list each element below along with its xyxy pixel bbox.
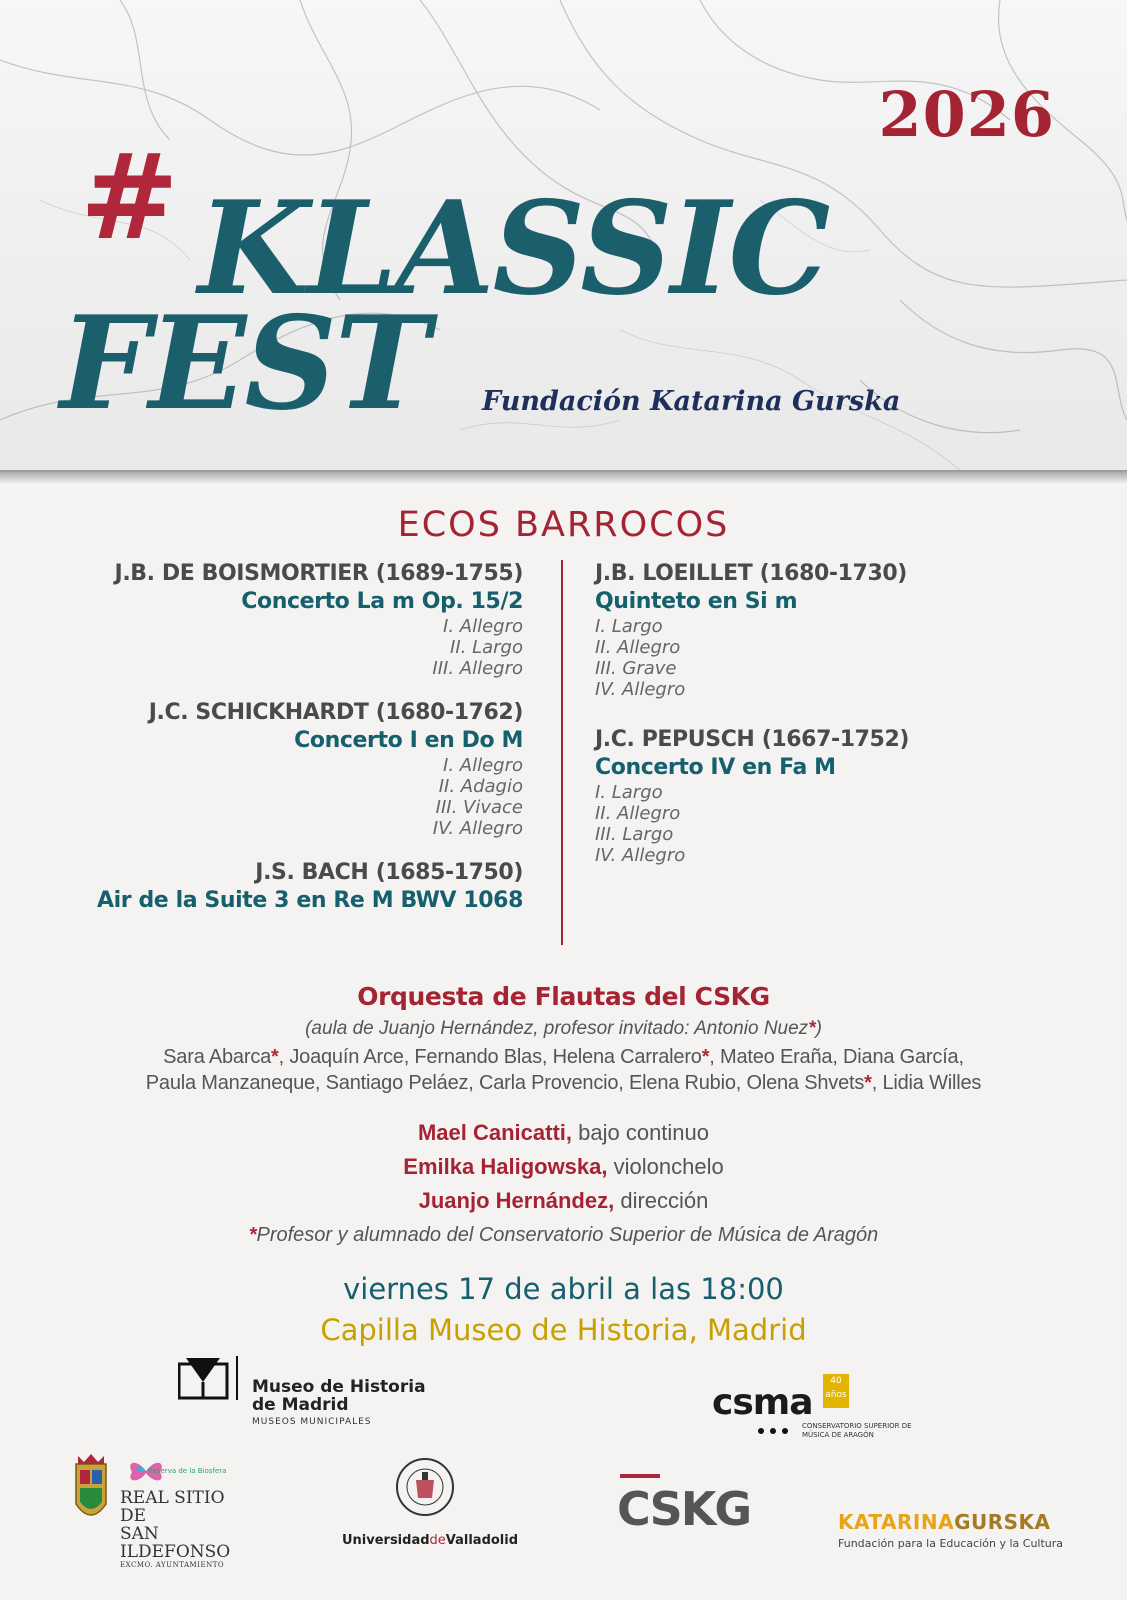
asterisk-mark: * <box>808 1018 816 1039</box>
movement: I. Largo <box>595 616 663 637</box>
sanild-name-block <box>120 1489 230 1569</box>
cskg-accent-bar <box>620 1474 660 1478</box>
csma-subtitle: CONSERVATORIO SUPERIOR DE MÚSICA DE ARAGÓN <box>802 1422 912 1439</box>
asterisk-mark: * <box>864 1072 872 1094</box>
composer: J.S. BACH (1685-1750) <box>255 860 523 885</box>
program-block <box>595 726 909 866</box>
credit-role: bajo continuo <box>572 1120 710 1145</box>
museo-name-line: Museo de Historia <box>252 1377 426 1397</box>
museo-subtitle: MUSEOS MUNICIPALES <box>252 1417 372 1427</box>
museo-logo-divider <box>236 1356 238 1400</box>
composer: J.B. DE BOISMORTIER (1689-1755) <box>114 561 523 586</box>
asterisk-mark: * <box>701 1046 710 1068</box>
movement: I. Allegro <box>443 755 523 776</box>
players-line: Sara Abarca*, Joaquín Arce, Fernando Blas, Helena Carralero*, Mateo Eraña, Diana García, <box>163 1046 964 1068</box>
csma-wordmark: csma <box>712 1382 813 1423</box>
composer: J.C. SCHICKHARDT (1680-1762) <box>148 700 523 725</box>
museo-historia-logo <box>252 1378 426 1427</box>
asterisk-mark: * <box>271 1046 279 1068</box>
program-column-left <box>97 560 523 935</box>
event-date: viernes 17 de abril a las 18:00 <box>343 1272 784 1306</box>
movement: IV. Allegro <box>595 679 686 700</box>
hero-shadow <box>0 470 1127 484</box>
organizer-subtitle: Fundación Katarina Gurska <box>482 386 901 417</box>
composer: J.C. PEPUSCH (1667-1752) <box>595 727 910 752</box>
credit-line <box>0 1116 1127 1150</box>
credit-line <box>0 1150 1127 1184</box>
title-klassic: KLASSIC <box>198 174 829 324</box>
credit-line <box>0 1184 1127 1218</box>
san-ildefonso-crest-icon <box>66 1454 116 1534</box>
katarina-gurska-logo <box>838 1510 1063 1550</box>
hashtag-symbol: # <box>80 127 179 266</box>
csma-dots-icon <box>756 1426 796 1436</box>
movement: II. Allegro <box>595 637 681 658</box>
movement: II. Allegro <box>595 803 681 824</box>
uva-logo <box>330 1533 530 1548</box>
work-title: Concerto IV en Fa M <box>595 755 836 780</box>
movement: IV. Allegro <box>432 818 523 839</box>
program-block <box>97 699 523 839</box>
museo-historia-logo-icon <box>178 1356 230 1400</box>
work-title: Concerto La m Op. 15/2 <box>241 589 523 614</box>
program-heading: ECOS BARROCOS <box>397 505 730 545</box>
ensemble-aula: (aula de Juanjo Hernández, profesor invitado: Antonio Nuez*) <box>305 1018 822 1039</box>
cskg-logo: CSKG <box>617 1482 751 1536</box>
movement: III. Grave <box>595 658 677 679</box>
credits <box>0 1116 1127 1218</box>
program-column-right <box>595 560 909 886</box>
column-divider <box>561 560 563 945</box>
uva-word: Universidad <box>341 1533 430 1548</box>
movement: II. Largo <box>450 637 523 658</box>
program-block <box>97 560 523 679</box>
movement: III. Allegro <box>432 658 523 679</box>
asterisk-mark: * <box>248 1224 257 1246</box>
footnote: *Profesor y alumnado del Conservatorio Superior de Música de Aragón <box>248 1224 879 1246</box>
uva-word: de <box>429 1533 446 1548</box>
uva-word: Valladolid <box>445 1533 519 1548</box>
sanild-name-line: SAN ILDEFONSO <box>120 1524 231 1562</box>
movement: I. Largo <box>595 782 663 803</box>
movement: IV. Allegro <box>595 845 686 866</box>
work-title: Air de la Suite 3 en Re M BWV 1068 <box>96 888 523 913</box>
credit-name: Emilka Haligowska, <box>403 1154 608 1179</box>
kg-word: GURSKA <box>954 1510 1051 1534</box>
program-block <box>97 859 523 915</box>
kg-subtitle: Fundación para la Educación y la Cultura <box>838 1537 1064 1550</box>
players-line: Paula Manzaneque, Santiago Peláez, Carla Provencio, Elena Rubio, Olena Shvets*, Lidia Willes <box>145 1072 982 1094</box>
event-venue: Capilla Museo de Historia, Madrid <box>320 1313 807 1347</box>
sanild-subtitle: EXCMO. AYUNTAMIENTO <box>120 1561 225 1569</box>
csma-logo <box>712 1376 912 1439</box>
credit-name: Juanjo Hernández, <box>418 1188 615 1213</box>
movement: II. Adagio <box>438 776 523 797</box>
ensemble-name: Orquesta de Flautas del CSKG <box>357 982 770 1011</box>
credit-role: dirección <box>614 1188 709 1213</box>
program-block <box>595 560 909 700</box>
players-list <box>0 1044 1127 1096</box>
movement: I. Allegro <box>443 616 523 637</box>
movement: III. Vivace <box>435 797 523 818</box>
biosphere-label: Reserva de la Biosfera <box>148 1467 227 1475</box>
credit-name: Mael Canicatti, <box>417 1120 573 1145</box>
title-fest: FEST <box>60 289 429 439</box>
museo-name-line: de Madrid <box>252 1395 349 1415</box>
work-title: Concerto I en Do M <box>294 728 523 753</box>
movement: III. Largo <box>595 824 674 845</box>
csma-anniversary-badge: 40 años <box>823 1374 849 1408</box>
hero-banner <box>0 0 1127 472</box>
sanild-name-line: REAL SITIO DE <box>120 1488 225 1526</box>
work-title: Quinteto en Si m <box>595 589 798 614</box>
festival-year: 2026 <box>878 78 1055 151</box>
credit-role: violonchelo <box>607 1154 724 1179</box>
kg-word: KATARINA <box>838 1510 955 1534</box>
uva-seal-icon <box>394 1456 456 1518</box>
composer: J.B. LOEILLET (1680-1730) <box>595 561 907 586</box>
